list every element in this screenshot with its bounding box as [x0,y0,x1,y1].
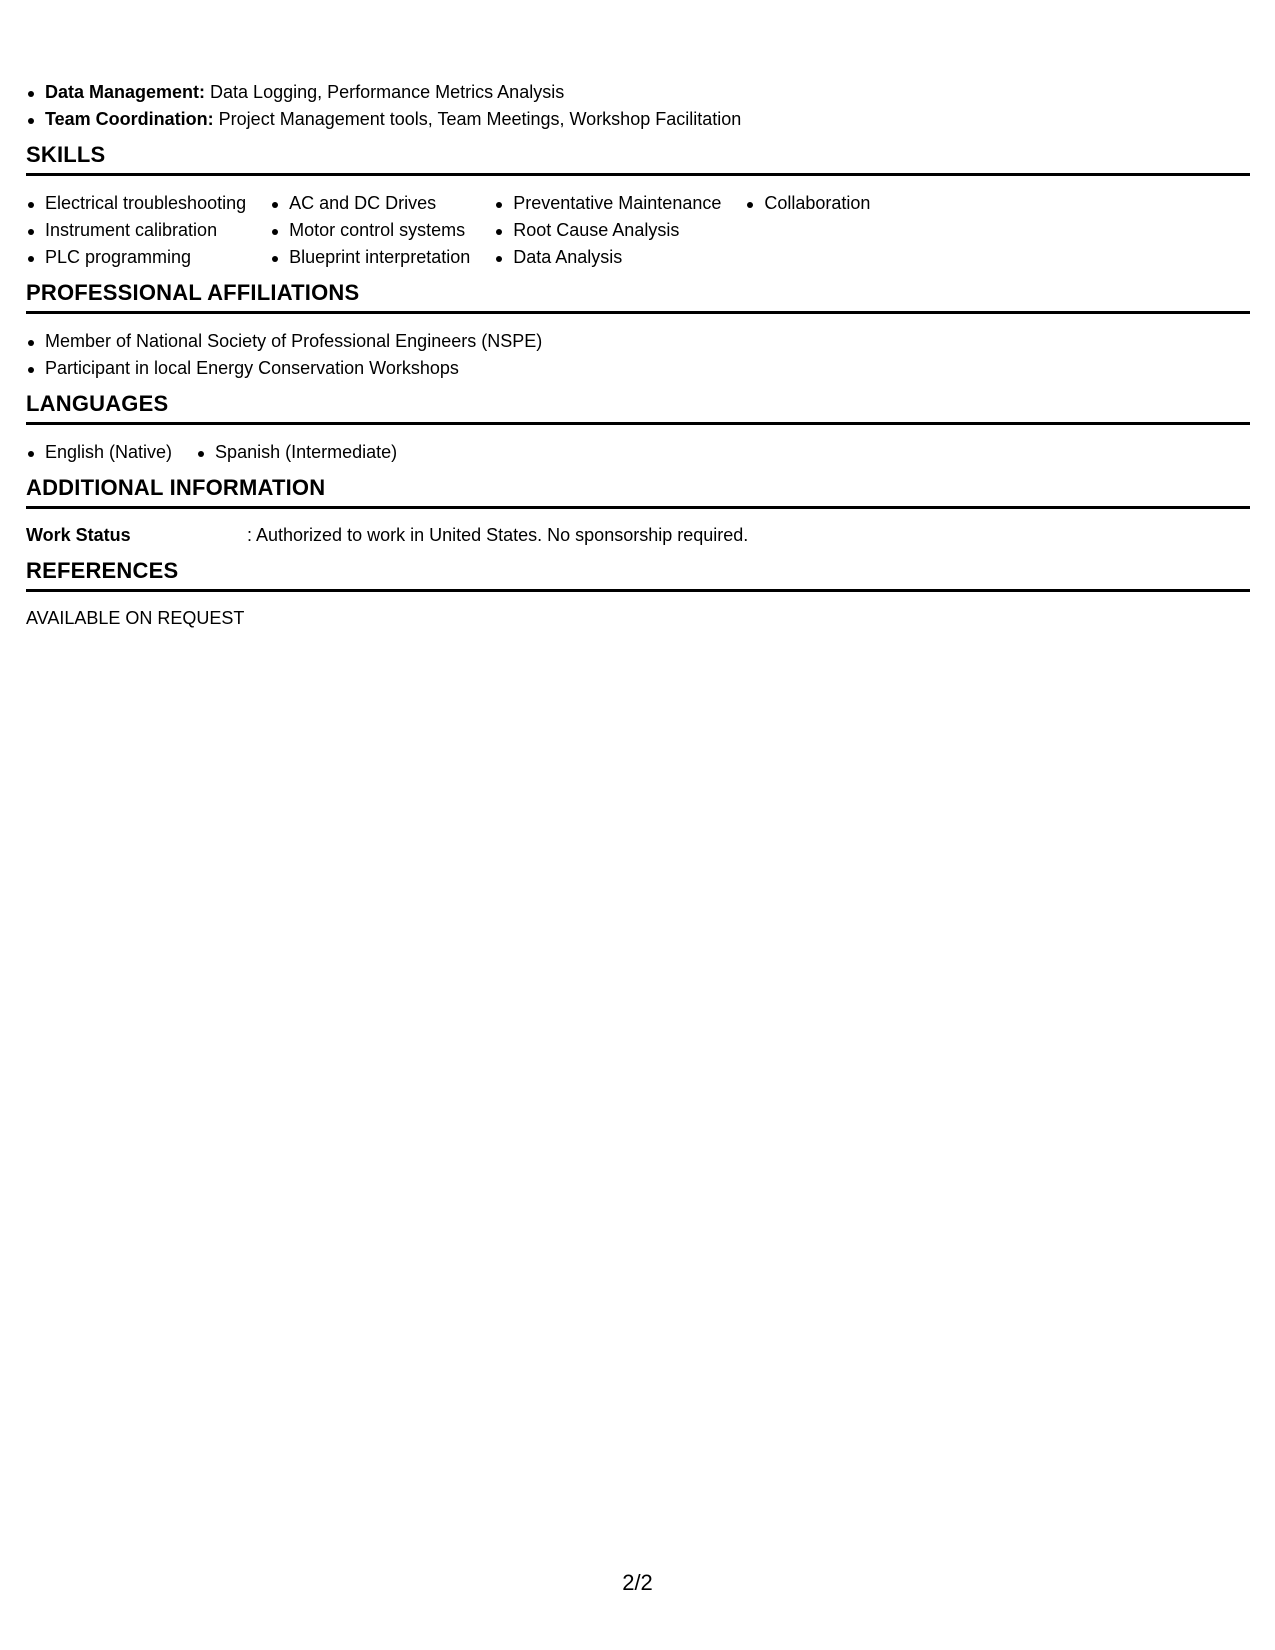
list-item: Participant in local Energy Conservation Workshops [26,355,542,382]
languages-heading: LANGUAGES [26,390,1250,425]
skill-item: Data Analysis [494,244,721,271]
item-text: Project Management tools, Team Meetings, Workshop Facilitation [213,109,742,129]
additional-info-heading: ADDITIONAL INFORMATION [26,474,1250,509]
work-status-label: Work Status [26,525,131,545]
work-status-row [26,522,748,548]
competencies-list [26,79,741,133]
list-item [26,79,741,106]
skills-grid [26,190,894,271]
skill-item: PLC programming [26,244,246,271]
references-text: AVAILABLE ON REQUEST [26,608,245,628]
skills-column [26,190,246,271]
skill-item: Instrument calibration [26,217,246,244]
item-label: Team Coordination: [45,109,214,129]
languages-list [26,439,421,466]
skill-item: Root Cause Analysis [494,217,721,244]
references-heading: REFERENCES [26,557,1250,592]
page-number: 2/2 [622,1570,653,1595]
affiliations-list [26,328,542,382]
skills-heading: SKILLS [26,141,1250,176]
skill-item: Blueprint interpretation [270,244,470,271]
skill-item: Motor control systems [270,217,470,244]
skills-column [494,190,721,271]
work-status-value: : Authorized to work in United States. No sponsorship required. [247,525,749,545]
item-text: Data Logging, Performance Metrics Analysis [205,82,565,102]
skills-column [270,190,470,271]
affiliations-heading: PROFESSIONAL AFFILIATIONS [26,279,1250,314]
skill-item: Collaboration [745,190,870,217]
skill-item: Preventative Maintenance [494,190,721,217]
list-item [26,106,741,133]
language-item: English (Native) [26,439,172,466]
skill-item: Electrical troubleshooting [26,190,246,217]
language-item: Spanish (Intermediate) [196,439,397,466]
skills-column [745,190,870,271]
list-item: Member of National Society of Professional Engineers (NSPE) [26,328,542,355]
item-label: Data Management: [45,82,206,102]
skill-item: AC and DC Drives [270,190,470,217]
